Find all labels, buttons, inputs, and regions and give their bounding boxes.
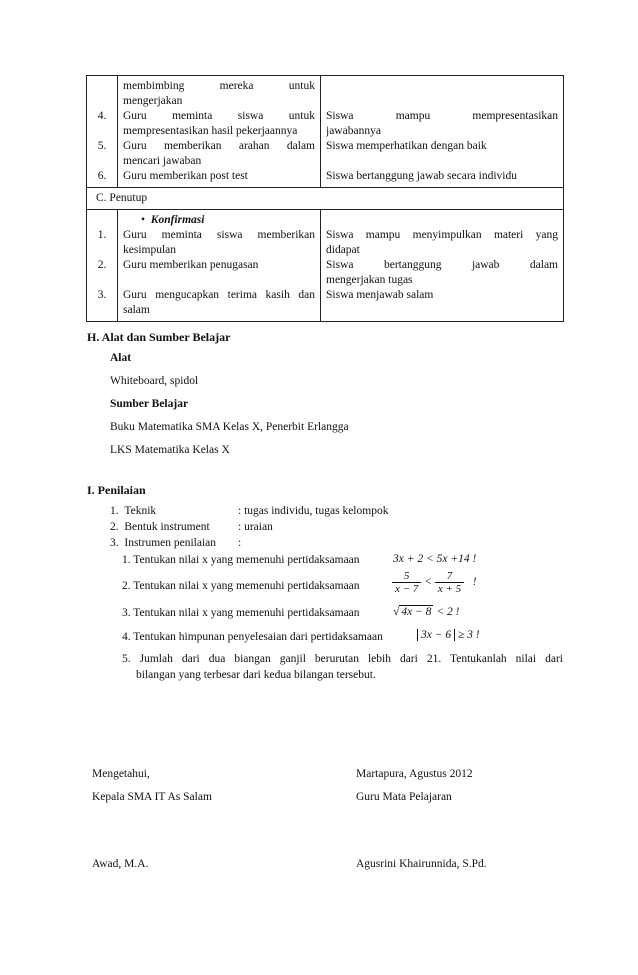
signature-left-role: Kepala SMA IT As Salam (92, 791, 212, 803)
section-h-title: H. Alat dan Sumber Belajar (87, 330, 231, 344)
section-c-heading: C. Penutup (87, 188, 564, 210)
section-i-title: I. Penilaian (87, 483, 146, 497)
sumber-item: LKS Matematika Kelas X (110, 444, 230, 456)
question-1-math: 3x + 2 < 5x +14 ! (393, 553, 477, 565)
table-row (87, 210, 564, 322)
question-5-continued: bilangan yang terbesar dari kedua bilangan tersebut. (136, 669, 376, 681)
question-2: 2. Tentukan nilai x yang memenuhi pertidaksamaan (122, 580, 360, 592)
number-cell: 1. 2. 3. (87, 210, 118, 322)
sumber-item: Buku Matematika SMA Kelas X, Penerbit Erlangga (110, 421, 349, 433)
sqrt-icon: √ (393, 606, 400, 618)
bullet-icon: • (141, 214, 146, 226)
signature-right-role: Guru Mata Pelajaran (356, 791, 452, 803)
lesson-activity-table (86, 75, 564, 322)
teacher-activity-cell: membimbing mereka untuk mengerjakan Guru meminta siswa untuk mempresentasikan hasil pekerjaannya Guru memberikan arahan dalam mencari jawaban Guru memberikan post test (118, 76, 321, 188)
question-3-math: √ 4x − 8 < 2 ! (393, 606, 460, 618)
signature-left-name: Awad, M.A. (92, 858, 149, 870)
list-item: 1. Teknik (110, 505, 157, 517)
student-activity-cell: Siswa mampu mempresentasikan jawabannya Siswa memperhatikan dengan baik Siswa bertanggung jawab secara individu (321, 76, 564, 188)
number-cell: 4. 5. 6. (87, 76, 118, 188)
question-5: 5. Jumlah dari dua biangan ganjil berurutan lebih dari 21. Tentukanlah nilai dari (122, 653, 563, 665)
question-2-math: $\frac{5}{x - 7}$ < $\frac{7}{x + 5}$ ! (392, 570, 477, 595)
alat-value: Whiteboard, spidol (110, 375, 199, 387)
student-activity-cell: Siswa mampu menyimpulkan materi yang didapat Siswa bertanggung jawab dalam mengerjakan tugas Siswa menjawab salam (321, 210, 564, 322)
konfirmasi-label: Konfirmasi (150, 214, 205, 226)
alat-label: Alat (110, 352, 132, 364)
question-1: 1. Tentukan nilai x yang memenuhi pertidaksamaan (122, 554, 360, 566)
teacher-activity-cell: • Konfirmasi Guru meminta siswa memberikan kesimpulan Guru memberikan penugasan Guru mengucapkan terima kasih dan salam (118, 210, 321, 322)
question-3: 3. Tentukan nilai x yang memenuhi pertidaksamaan (122, 607, 360, 619)
list-item-value: : (238, 537, 242, 549)
signature-right-name: Agusrini Khairunnida, S.Pd. (356, 858, 487, 870)
list-item: 3. Instrumen penilaian (110, 537, 217, 549)
list-item: 2. Bentuk instrument (110, 521, 210, 533)
question-4: 4. Tentukan himpunan penyelesaian dari pertidaksamaan (122, 631, 383, 643)
list-item-value: : tugas individu, tugas kelompok (238, 505, 389, 517)
question-4-math: 3x − 6 ≥ 3 ! (417, 629, 480, 641)
table-row (87, 76, 564, 188)
signature-left-heading: Mengetahui, (92, 768, 150, 780)
signature-right-heading: Martapura, Agustus 2012 (356, 768, 473, 780)
sumber-label: Sumber Belajar (110, 398, 189, 410)
table-row (87, 188, 564, 210)
list-item-value: : uraian (238, 521, 273, 533)
